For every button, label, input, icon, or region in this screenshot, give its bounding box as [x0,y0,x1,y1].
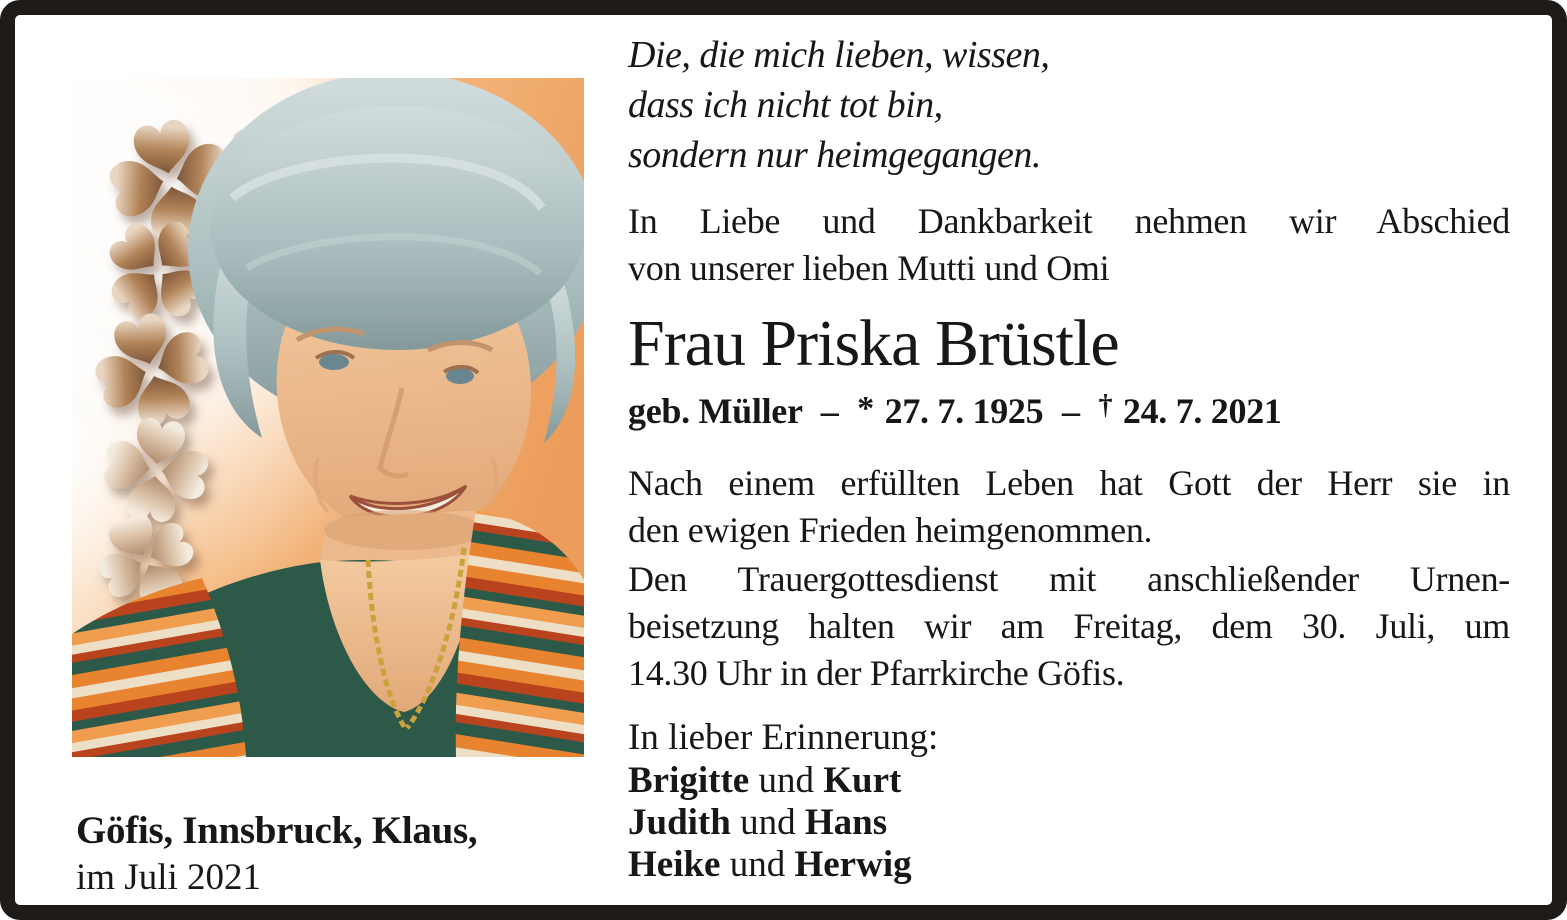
conjunction: und [758,760,814,801]
deceased-name: Frau Priska Brüstle [628,307,1119,380]
life-dates [628,390,1510,432]
mourner-row [628,760,1510,802]
memorial-verse [628,30,1510,180]
death-cross-icon: † [1098,390,1113,422]
passing-line: Nach einem erfüllten Leben hat Gott der Herr sie in [628,463,1510,503]
eye [319,354,349,370]
dash-separator: – [1062,391,1080,432]
verse-line: dass ich nicht tot bin, [628,84,943,126]
service-line: Den Trauergottesdienst mit anschließender Urnen- [628,559,1510,599]
mourner-name: Heike [628,844,721,885]
mourner-name: Brigitte [628,760,750,801]
passing-line: den ewigen Frieden heimgenommen. [628,510,1153,550]
birth-symbol-icon: * [857,390,874,427]
signature-date: im Juli 2021 [76,857,262,898]
passing-paragraph [628,460,1510,554]
mourner-name: Hans [804,802,888,843]
signature-places: Göfis, Innsbruck, Klaus, [76,809,478,852]
portrait-photo [72,78,584,757]
verse-line: sondern nur heimgegangen. [628,134,1041,176]
mourner-row [628,844,1510,886]
intro-line: von unserer lieben Mutti und Omi [628,248,1110,288]
mourner-name: Kurt [823,760,902,801]
death-date: 24. 7. 2021 [1122,391,1282,432]
mourner-row [628,802,1510,844]
dash-separator: – [820,391,839,432]
conjunction: und [740,802,796,843]
mourner-name: Judith [628,802,731,843]
service-line: 14.30 Uhr in der Pfarrkirche Göfis. [628,653,1125,693]
birth-date: 27. 7. 1925 [884,391,1044,432]
service-paragraph [628,556,1510,697]
farewell-intro [628,198,1510,292]
verse-line: Die, die mich lieben, wissen, [628,34,1050,76]
portrait-illustration [72,78,584,757]
intro-line: In Liebe und Dankbarkeit nehmen wir Abschied [628,201,1510,241]
mourner-name: Herwig [794,844,912,885]
conjunction: und [729,844,786,885]
remembrance-heading: In lieber Erinnerung: [628,717,939,758]
service-line: beisetzung halten wir am Freitag, dem 30. Juli, um [628,606,1510,646]
maiden-name: geb. Müller [628,391,803,432]
